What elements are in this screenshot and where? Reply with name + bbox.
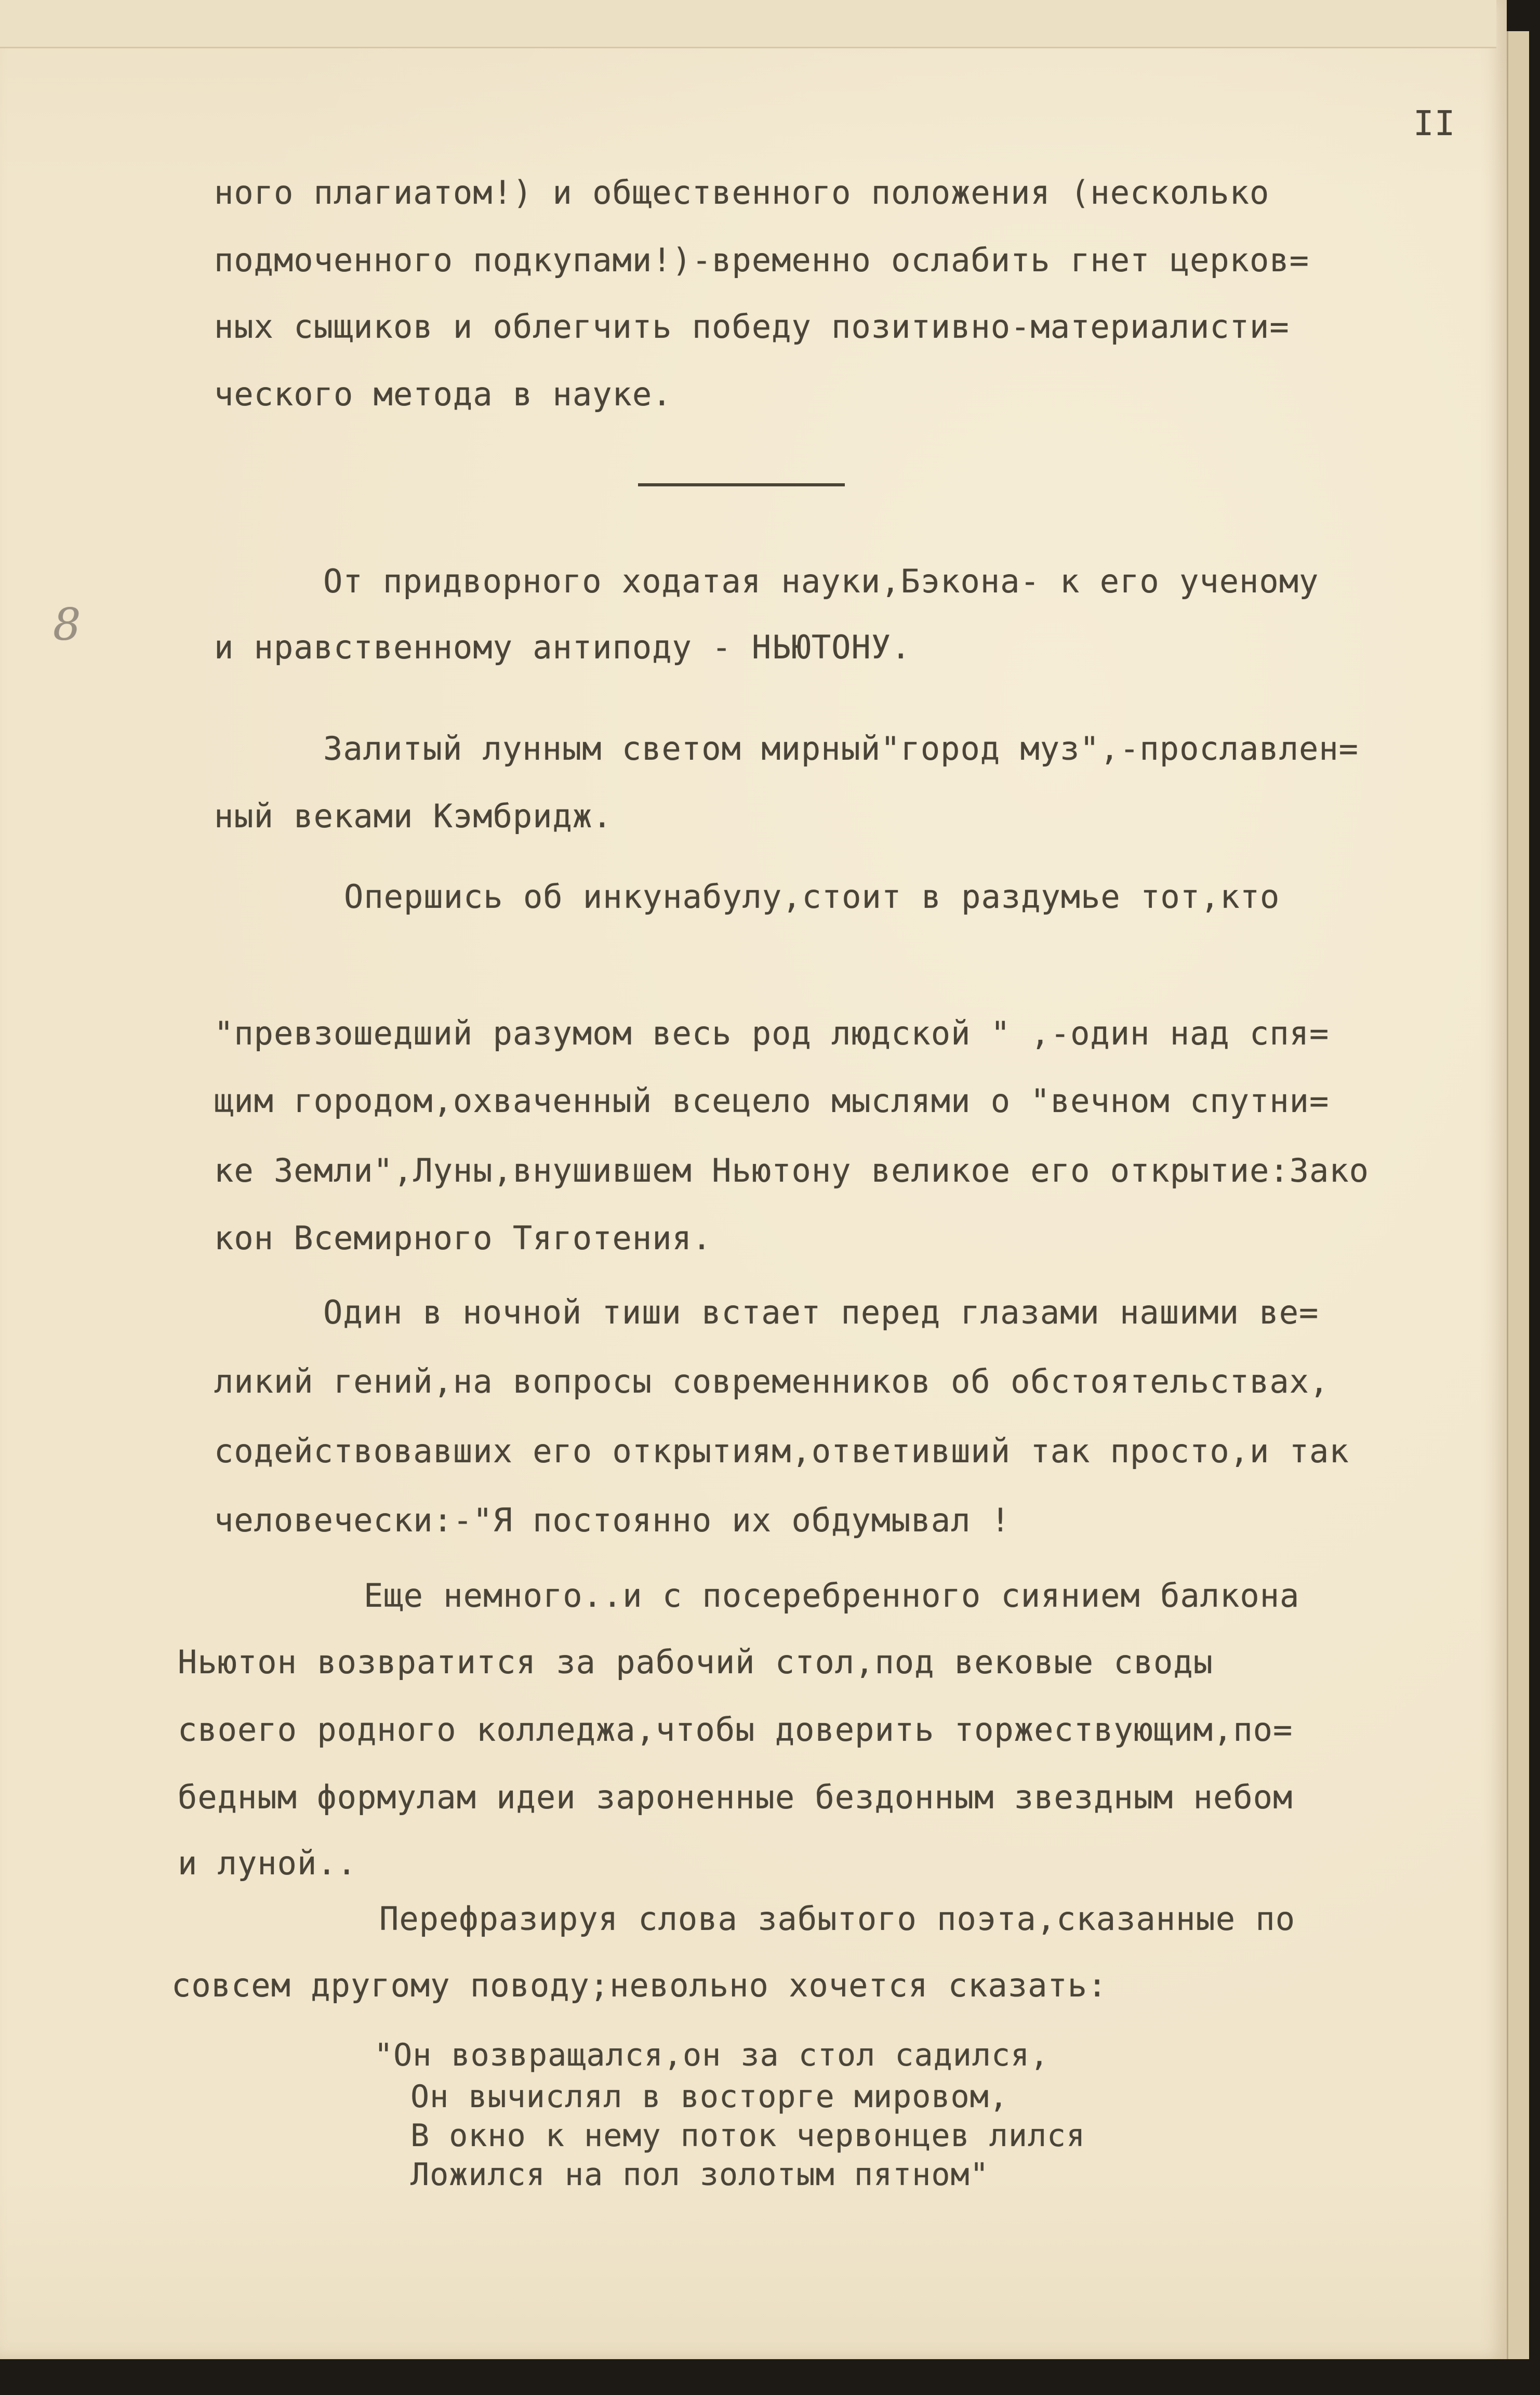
text-line: ных сыщиков и облегчить победу позитивно-материалисти= — [214, 308, 1290, 346]
poem-line: Он вычислял в восторге мировом, — [410, 2079, 1008, 2115]
poem-line: В окно к нему поток червонцев лился — [410, 2118, 1086, 2154]
page-number: II — [1413, 103, 1456, 143]
text-line: щим городом,охваченный всецело мыслями о "вечном спутни= — [214, 1082, 1330, 1120]
text-line: ликий гений,на вопросы современников об обстоятельствах, — [214, 1362, 1330, 1400]
margin-note: 8 — [53, 599, 82, 650]
text-line: ческого метода в науке. — [214, 375, 672, 413]
page-right-edge — [1507, 31, 1529, 2359]
text-line: Еще немного..и с посеребренного сиянием балкона — [364, 1577, 1300, 1615]
text-line: Ньютон возвратится за рабочий стол,под вековые своды — [178, 1643, 1214, 1681]
text-line: содействовавших его открытиям,ответивший так просто,и так — [214, 1432, 1349, 1470]
poem-line: "Он возвращался,он за стол садился, — [374, 2037, 1050, 2073]
text-line: ного плагиатом!) и общественного положения (несколько — [214, 174, 1270, 211]
text-line: и луной.. — [178, 1844, 357, 1882]
text-line: От придворного ходатая науки,Бэкона- к его ученому — [323, 562, 1319, 600]
text-line: Залитый лунным светом мирный"город муз",-прославлен= — [323, 730, 1359, 768]
text-line: бедным формулам идеи зароненные бездонным звездным небом — [178, 1778, 1293, 1816]
text-line: и нравственному антиподу - НЬЮТОНУ. — [214, 628, 911, 666]
section-divider — [638, 483, 845, 486]
poem-line: Ложился на пол золотым пятном" — [410, 2156, 989, 2193]
text-line: ке Земли",Луны,внушившем Ньютону великое его открытие:Зако — [214, 1152, 1369, 1189]
text-line: Один в ночной тиши встает перед глазами нашими ве= — [323, 1293, 1319, 1331]
text-line: Опершись об инкунабулу,стоит в раздумье тот,кто — [344, 878, 1280, 916]
text-line: "превзошедший разумом весь род людской " ,-один над спя= — [214, 1014, 1330, 1052]
text-line: Перефразируя слова забытого поэта,сказанные по — [379, 1900, 1296, 1938]
text-line: человечески:-"Я постоянно их обдумывал ! — [214, 1501, 1011, 1539]
text-line: подмоченного подкупами!)-временно ослабить гнет церков= — [214, 241, 1309, 279]
text-line: совсем другому поводу;невольно хочется сказать: — [171, 1966, 1108, 2004]
text-line: ный веками Кэмбридж. — [214, 797, 613, 835]
text-line: своего родного колледжа,чтобы доверить торжествующим,по= — [178, 1711, 1293, 1749]
text-line: кон Всемирного Тяготения. — [214, 1219, 712, 1257]
